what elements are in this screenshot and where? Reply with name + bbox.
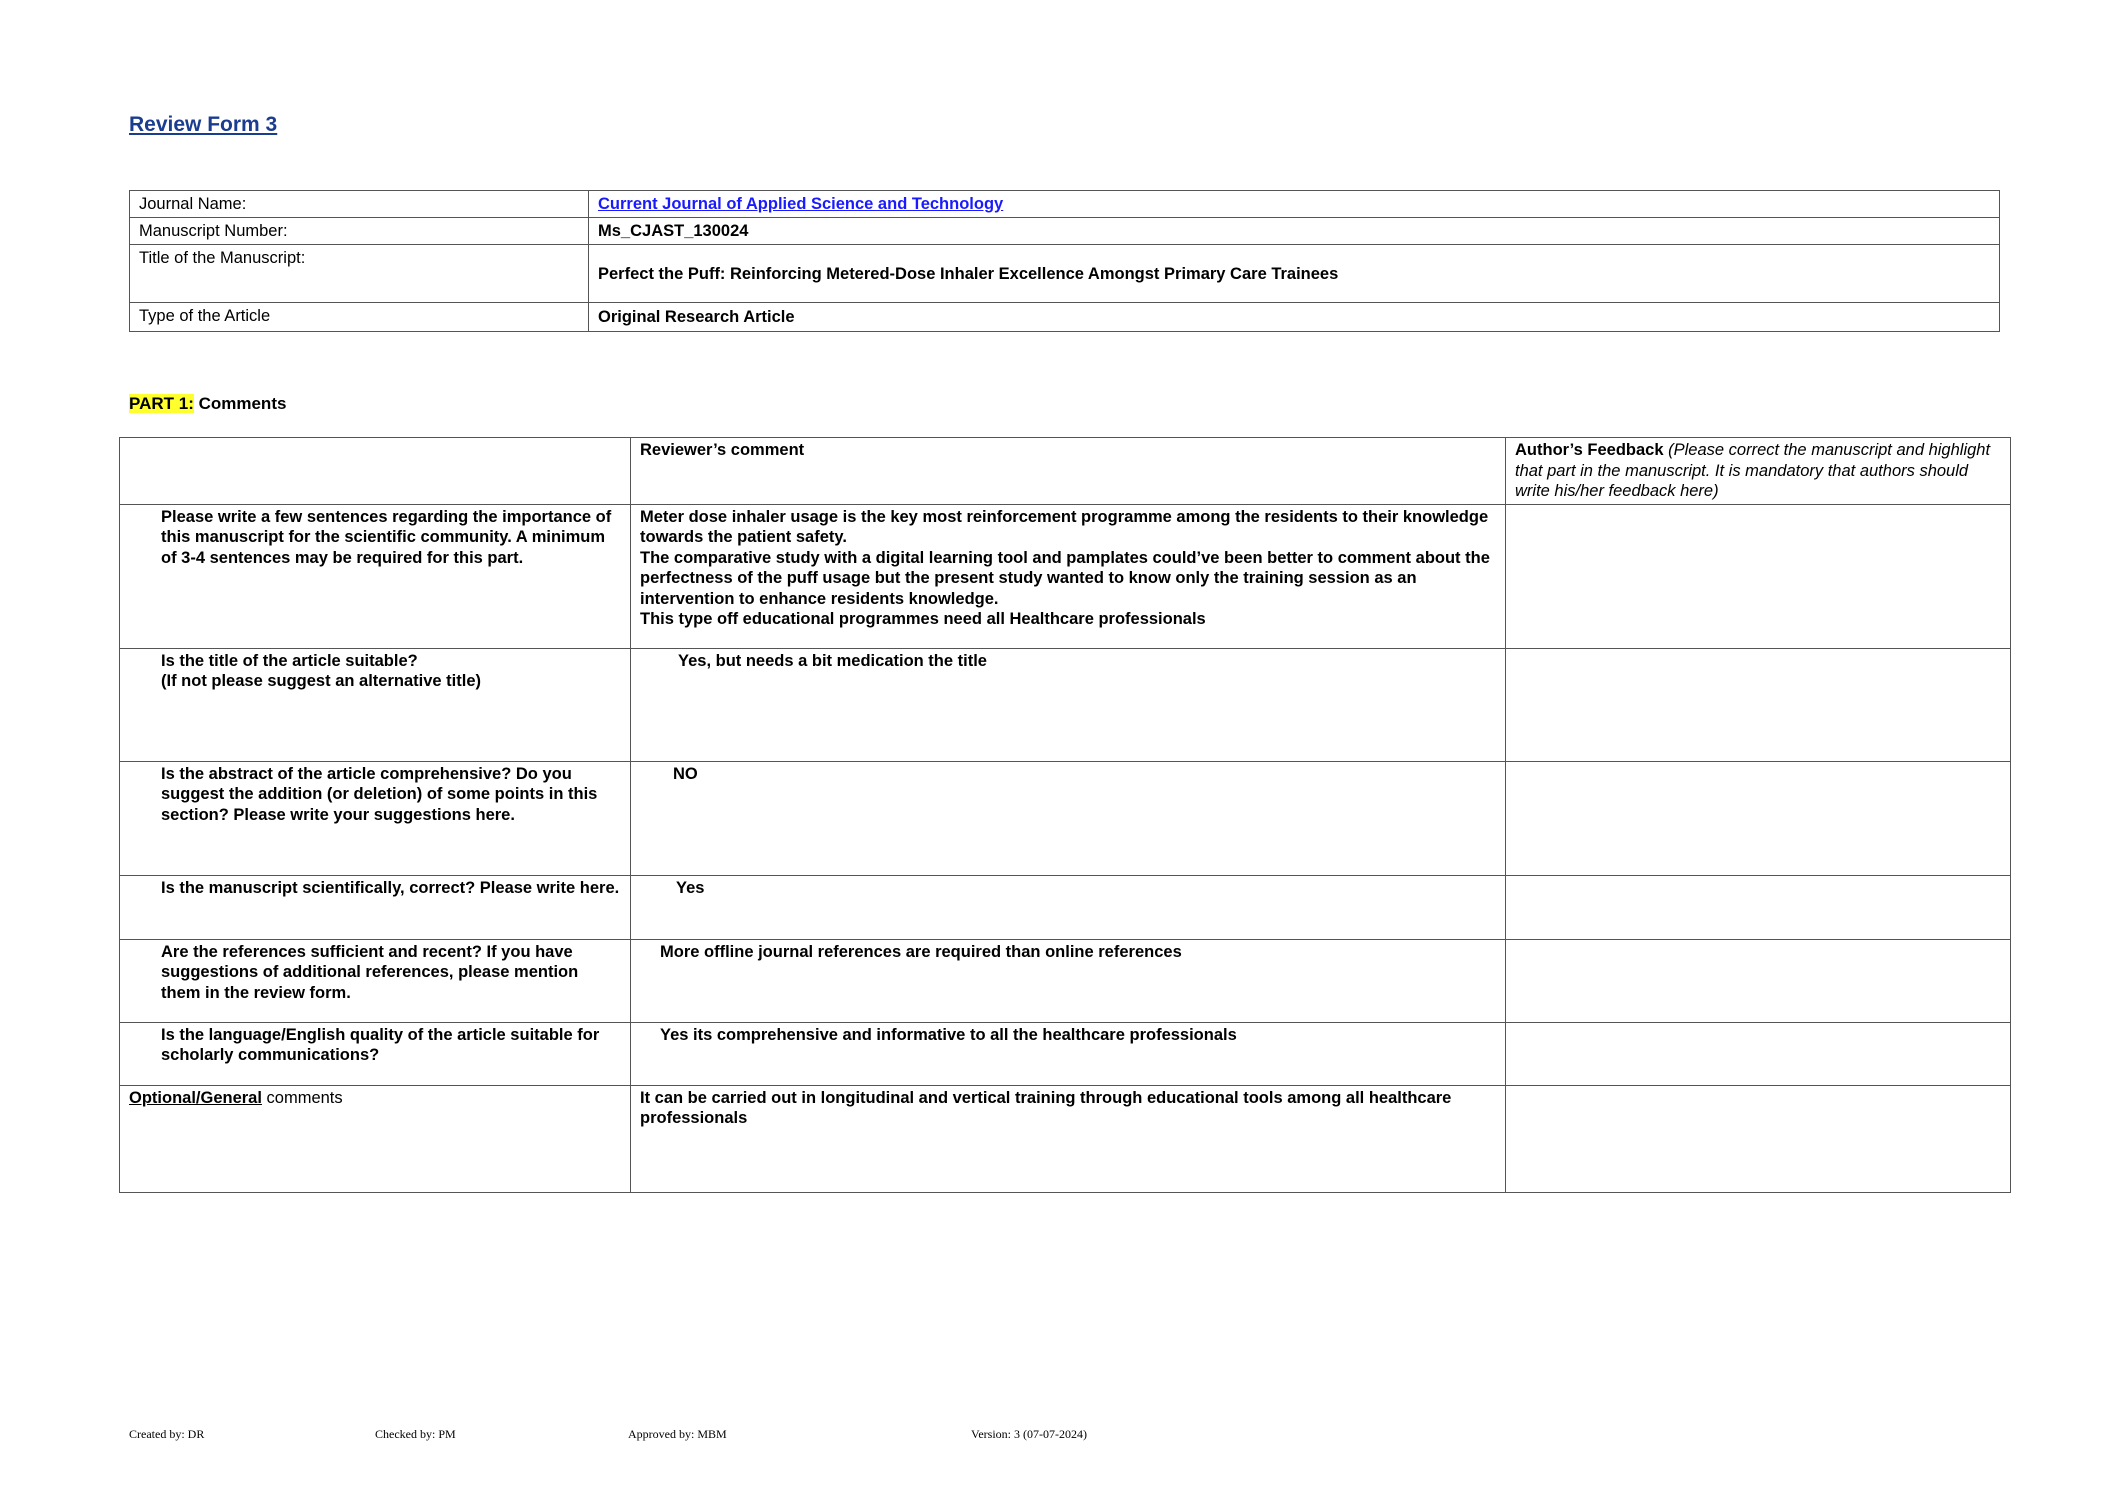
author-feedback-cell[interactable]: [1506, 1085, 2011, 1192]
comments-word: comments: [261, 1088, 343, 1107]
header-row: [120, 438, 2011, 505]
footer-checked-by: Checked by: PM: [375, 1427, 456, 1441]
question-line: Is the title of the article suitable?: [161, 651, 418, 670]
reviewer-comment-language: Yes its comprehensive and informative to all the healthcare professionals: [631, 1022, 1506, 1085]
author-feedback-cell[interactable]: [1506, 504, 2011, 648]
question-language: Is the language/English quality of the article suitable for scholarly communications?: [120, 1022, 631, 1085]
journal-row: [130, 191, 2000, 218]
part1-suffix: Comments: [193, 394, 287, 413]
article-type-value: Original Research Article: [589, 303, 2000, 332]
manuscript-number-row: [130, 218, 2000, 245]
table-row: [120, 939, 2011, 1022]
header-empty-cell: [120, 438, 631, 505]
manuscript-title-label: Title of the Manuscript:: [130, 245, 589, 303]
author-feedback-cell[interactable]: [1506, 939, 2011, 1022]
reviewer-comment-optional: It can be carried out in longitudinal and vertical training through educational tools among all healthcare professionals: [631, 1085, 1506, 1192]
footer-version: Version: 3 (07-07-2024): [971, 1427, 1087, 1441]
manuscript-title-row: [130, 245, 2000, 303]
optional-comments-row: [120, 1085, 2011, 1192]
part1-heading: [129, 394, 286, 414]
optional-comments-label: [120, 1085, 631, 1192]
form-title: Review Form 3: [129, 113, 278, 136]
question-line: (If not please suggest an alternative title): [161, 672, 481, 690]
reviewer-comment-scientific: Yes: [631, 875, 1506, 939]
manuscript-number-value: Ms_CJAST_130024: [589, 218, 2000, 245]
reviewer-comment-abstract: NO: [631, 761, 1506, 875]
table-row: [120, 761, 2011, 875]
manuscript-number-label: Manuscript Number:: [130, 218, 589, 245]
author-feedback-cell[interactable]: [1506, 761, 2011, 875]
question-references: Are the references sufficient and recent? If you have suggestions of additional references, please mention them in the review form.: [120, 939, 631, 1022]
footer-created-by: Created by: DR: [129, 1427, 205, 1441]
comment-line: The comparative study with a digital learning tool and pamplates could’ve been better to comment about the perfectness of the puff usage but the present study wanted to know only the training session as an intervention to enhance residents knowledge.: [640, 548, 1490, 608]
reviewer-comment-references: More offline journal references are required than online references: [631, 939, 1506, 1022]
question-title: [120, 648, 631, 761]
optional-general-label: Optional/General: [129, 1088, 262, 1107]
reviewer-comment-header: Reviewer’s comment: [631, 438, 1506, 505]
question-abstract: Is the abstract of the article comprehensive? Do you suggest the addition (or deletion) of some points in this section? Please write your suggestions here.: [120, 761, 631, 875]
article-type-row: [130, 303, 2000, 332]
author-feedback-cell[interactable]: [1506, 875, 2011, 939]
table-row: [120, 648, 2011, 761]
manuscript-info-table: [129, 190, 2000, 332]
author-feedback-cell[interactable]: [1506, 1022, 2011, 1085]
comment-line: This type off educational programmes need all Healthcare professionals: [640, 610, 1206, 628]
author-feedback-title: Author’s Feedback: [1515, 441, 1664, 459]
table-row: [120, 1022, 2011, 1085]
part1-highlight: PART 1:: [129, 394, 194, 413]
journal-link[interactable]: Current Journal of Applied Science and Technology: [598, 195, 1004, 213]
article-type-label: Type of the Article: [130, 303, 589, 332]
comments-table: [119, 437, 2011, 1193]
question-scientific: Is the manuscript scientifically, correct? Please write here.: [120, 875, 631, 939]
comment-line: Meter dose inhaler usage is the key most reinforcement programme among the residents to their knowledge towards the patient safety.: [640, 507, 1489, 546]
table-row: [120, 504, 2011, 648]
journal-value-cell: [589, 191, 2000, 218]
author-feedback-instruction: (Please correct the manuscript and highlight that part in the manuscript. It is mandatory that authors should write his/her feedback here): [1515, 441, 1991, 500]
author-feedback-header: [1506, 438, 2011, 505]
manuscript-title-value: Perfect the Puff: Reinforcing Metered-Dose Inhaler Excellence Amongst Primary Care Trainees: [589, 245, 2000, 303]
footer-approved-by: Approved by: MBM: [628, 1427, 727, 1441]
table-row: [120, 875, 2011, 939]
reviewer-comment-importance: [631, 504, 1506, 648]
reviewer-comment-title: Yes, but needs a bit medication the title: [631, 648, 1506, 761]
question-importance: Please write a few sentences regarding the importance of this manuscript for the scientific community. A minimum of 3-4 sentences may be required for this part.: [120, 504, 631, 648]
author-feedback-cell[interactable]: [1506, 648, 2011, 761]
journal-label: Journal Name:: [130, 191, 589, 218]
